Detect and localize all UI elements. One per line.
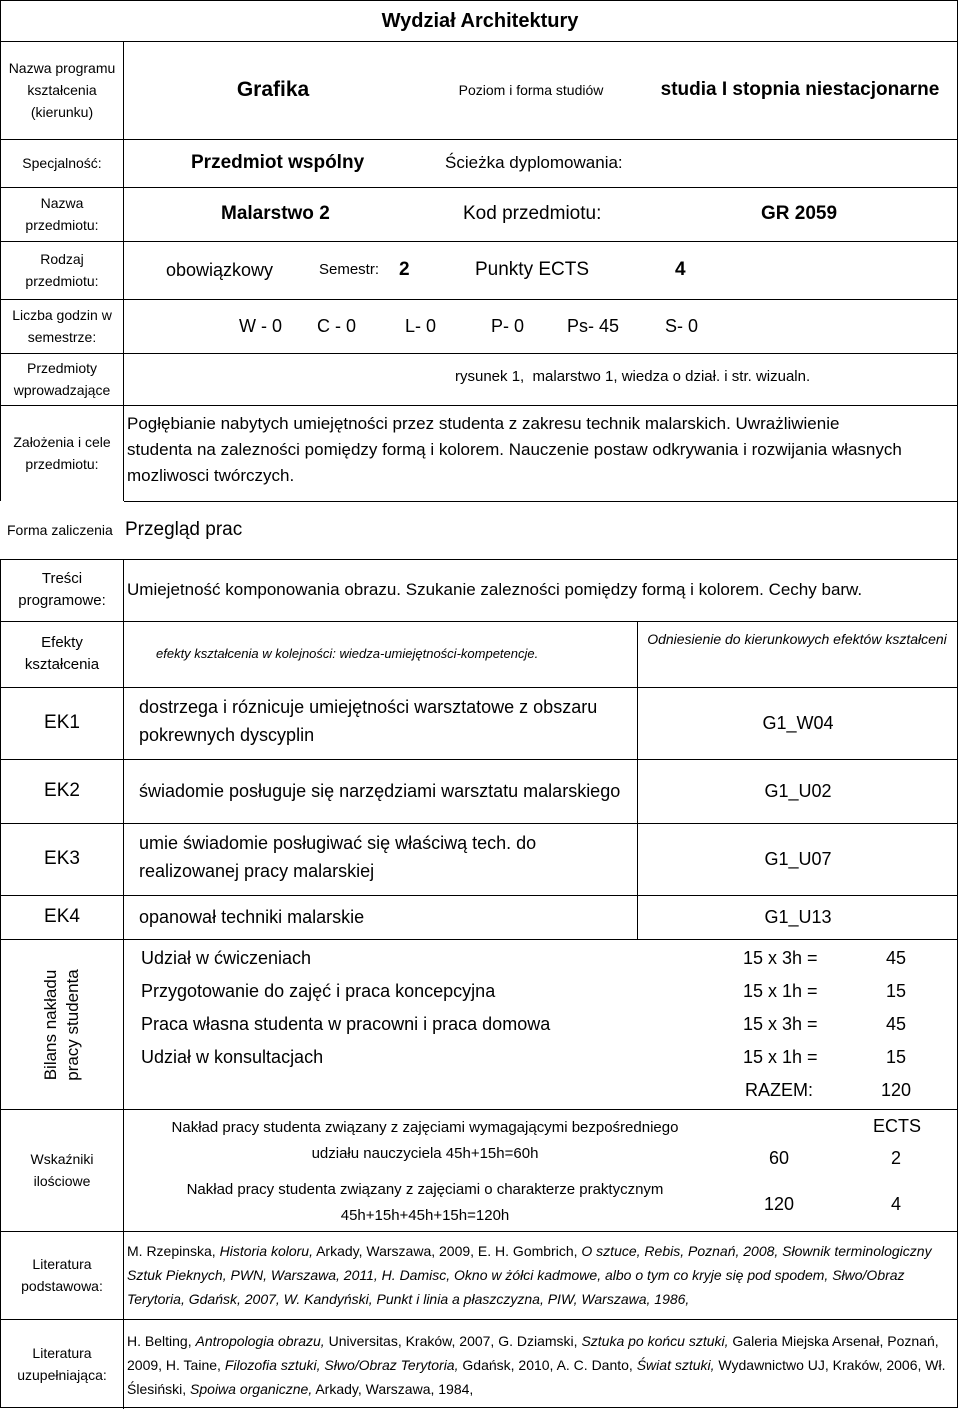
indicators-label: Wskaźniki ilościowe <box>30 1151 94 1189</box>
hours-seminar: S- 0 <box>665 316 699 336</box>
indicator-ects: 4 <box>891 1194 902 1214</box>
literature-basic-label: Literatura podstawowa: <box>21 1256 103 1294</box>
outcomes-header-desc: efekty kształcenia w kolejności: wiedza-umiejętności-kompetencje. <box>156 646 539 661</box>
workload-calc: 15 x 1h = <box>743 1047 818 1067</box>
workload-calc: 15 x 3h = <box>743 1014 818 1034</box>
hours-exercises: C - 0 <box>317 316 357 336</box>
label-column-divider <box>123 41 124 1409</box>
grid-line <box>1 405 957 406</box>
indicator-ects: 2 <box>891 1148 902 1168</box>
outcome-ref: G1_U02 <box>764 781 832 801</box>
outcome-desc: umie świadomie posługiwać się właściwą tech. do realizowanej pracy malarskiej <box>139 833 537 881</box>
type-label: Rodzaj przedmiotu: <box>25 251 99 289</box>
literature-basic-text <box>127 1239 947 1311</box>
code-label: Kod przedmiotu: <box>463 203 602 224</box>
literature-extra-label: Literatura uzupełniająca: <box>17 1345 107 1383</box>
indicator-line-2: 45h+15h+45h+15h=120h <box>340 1207 510 1224</box>
indicator-line-2: udziału nauczyciela 45h+15h=60h <box>311 1145 539 1162</box>
level-value: studia I stopnia niestacjonarne <box>660 79 940 100</box>
literature-run-italic: Spoiwa organiczne, <box>190 1381 313 1397</box>
goals-value: Pogłębianie nabytych umiejętności przez studenta z zakresu technik malarskich. Uwrażliwienie studenta na zalezności pomiędzy formą i kolorem. Nauczenie postaw odkrywania i rozwijania własnych mozliwosci twórczych. <box>127 414 902 485</box>
workload-calc: 15 x 1h = <box>743 981 818 1001</box>
literature-run-italic: Filozofia sztuki, Słwo/Obraz Terytoria, <box>224 1357 459 1373</box>
specialty-label: Specjalność: <box>22 155 102 171</box>
prereq-value: rysunek 1, malarstwo 1, wiedza o dział. i str. wizualn. <box>455 368 811 385</box>
outcome-desc: dostrzega i róznicuje umiejętności warsztatowe z obszaru pokrewnych dyscyplin <box>139 697 598 745</box>
grid-line <box>1 299 957 300</box>
workload-value: 45 <box>886 948 907 968</box>
outcome-id: EK1 <box>44 712 80 733</box>
outcome-ref: G1_W04 <box>762 713 834 733</box>
indicator-hours: 120 <box>764 1194 795 1214</box>
semester-value: 2 <box>399 259 410 280</box>
literature-run: Arkady, Warszawa, 2009, E. H. Gombrich, <box>312 1243 582 1259</box>
literature-run-italic: Sztuka po końcu sztuki, <box>581 1333 729 1349</box>
workload-name: Przygotowanie do zajęć i praca koncepcyjna <box>141 981 496 1001</box>
workload-total-label: RAZEM: <box>745 1080 814 1100</box>
content-label: Treści programowe: <box>18 570 106 609</box>
literature-run: Gdańsk, 2010, A. C. Danto, <box>458 1357 637 1373</box>
literature-run-italic: Świat sztuki, <box>636 1357 715 1373</box>
hours-project: P- 0 <box>491 316 525 336</box>
outcome-ref: G1_U13 <box>764 907 832 927</box>
workload-value: 45 <box>886 1014 907 1034</box>
subject-label: Nazwa przedmiotu: <box>25 195 99 233</box>
hours-lecture: W - 0 <box>239 316 282 336</box>
outcome-id: EK4 <box>44 906 80 927</box>
assessment-label: Forma zaliczenia <box>7 522 113 538</box>
hours-label: Liczba godzin w semestrze: <box>12 307 112 345</box>
indicator-line-1: Nakład pracy studenta związany z zajęciami o charakterze praktycznym <box>186 1181 664 1198</box>
workload-calc: 15 x 3h = <box>743 948 818 968</box>
assessment-value: Przegląd prac <box>125 519 243 540</box>
grid-line <box>1 1231 957 1232</box>
hours-lab: L- 0 <box>405 316 437 336</box>
workload-label: Bilans nakładu pracy studenta <box>41 969 82 1081</box>
outcome-id: EK3 <box>44 848 80 869</box>
literature-run: M. Rzepinska, <box>127 1243 220 1259</box>
outcomes-label: Efekty kształcenia <box>24 634 100 673</box>
outcomes-header-ref: Odniesienie do kierunkowych efektów kształceni <box>647 631 947 647</box>
literature-run-italic: Historia koloru, <box>219 1243 313 1259</box>
goals-label: Założenia i cele przedmiotu: <box>13 434 111 472</box>
ects-value: 4 <box>675 259 686 280</box>
grid-line <box>1 1109 957 1110</box>
outcome-ref: G1_U07 <box>764 849 832 869</box>
subject-value: Malarstwo 2 <box>221 203 330 224</box>
indicator-line-1: Nakład pracy studenta związany z zajęciami wymagającymi bezpośredniego <box>171 1119 679 1136</box>
prereq-label: Przedmioty wprowadzające <box>13 360 111 398</box>
grid-line <box>1 939 957 940</box>
workload-name: Praca własna studenta w pracowni i praca domowa <box>141 1014 551 1034</box>
content-value: Umiejetność komponowania obrazu. Szukanie zalezności pomiędzy formą i kolorem. Cechy barw. <box>127 580 863 599</box>
program-label: Nazwa programu kształcenia (kierunku) <box>8 60 116 120</box>
outcome-desc: świadomie posługuje się narzędziami warsztatu malarskiego <box>139 781 621 801</box>
literature-run: Arkady, Warszawa, 1984, <box>312 1381 474 1397</box>
path-label: Ścieżka dyplomowania: <box>445 153 623 172</box>
hours-studio: Ps- 45 <box>567 316 620 336</box>
level-label: Poziom i forma studiów <box>458 82 604 98</box>
specialty-value: Przedmiot wspólny <box>191 152 365 173</box>
indicator-hours: 60 <box>769 1148 790 1168</box>
literature-run: Universitas, Kraków, 2007, G. Dziamski, <box>324 1333 582 1349</box>
workload-value: 15 <box>886 1047 907 1067</box>
workload-label-cell <box>1 941 123 1109</box>
outcome-id: EK2 <box>44 780 80 801</box>
page-title: Wydział Architektury <box>381 10 579 32</box>
literature-run-italic: Antropologia obrazu, <box>195 1333 325 1349</box>
code-value: GR 2059 <box>761 203 838 224</box>
literature-extra-text <box>127 1329 947 1401</box>
literature-run-italic: O sztuce, Rebis, Poznań, 2008, Słownik terminologiczny Sztuk Pieknych, PWN, Warszawa, 2011, H. Damisc, Okno w żółci kadmowe, albo o tym co kryje się pod spodem, Słwo/Obraz Terytoria, Gdańsk, 2007, W. Kandyński, Punkt i linia a płaszczyzna, PIW, Warszawa, 1986, <box>127 1243 932 1307</box>
workload-name: Udział w ćwiczeniach <box>141 948 312 968</box>
literature-run: Wydawnictwo UJ, Kraków, 2006, Wł. Ślesiński, <box>127 1357 946 1397</box>
grid-line <box>1 1319 957 1320</box>
workload-total-value: 120 <box>881 1080 912 1100</box>
literature-run: H. Belting, <box>127 1333 196 1349</box>
workload-name: Udział w konsultacjach <box>141 1047 324 1067</box>
indicators-ects-header: ECTS <box>873 1116 922 1136</box>
program-value: Grafika <box>236 78 310 101</box>
semester-label: Semestr: <box>319 261 380 278</box>
ects-label: Punkty ECTS <box>475 259 590 280</box>
workload-value: 15 <box>886 981 907 1001</box>
literature-run: Galeria Miejska Arsenał, Poznań, 2009, H. Taine, <box>127 1333 939 1373</box>
type-value: obowiązkowy <box>166 260 274 280</box>
outcome-desc: opanował techniki malarskie <box>139 907 365 927</box>
